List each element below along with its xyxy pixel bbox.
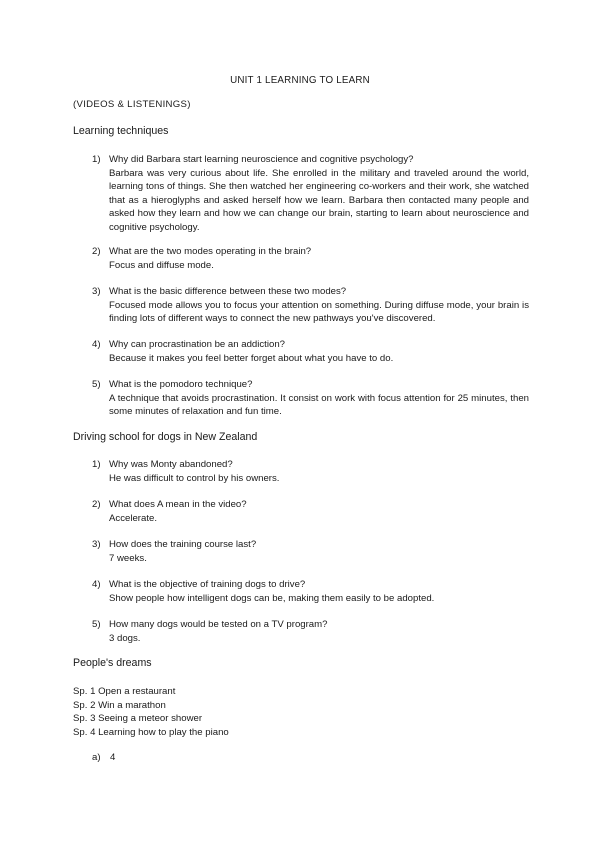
question-number: 4) [92, 579, 101, 590]
answer-text: He was difficult to control by his owners. [109, 472, 280, 484]
question-block [92, 285, 529, 326]
answer-item [92, 752, 115, 763]
answer-letter: a) [92, 752, 101, 763]
question-text: What does A mean in the video? [109, 499, 247, 510]
answer-text: 7 weeks. [109, 552, 147, 564]
question-text: How does the training course last? [109, 539, 257, 550]
speaker-item: Sp. 1 Open a restaurant [73, 686, 176, 697]
question-text: What are the two modes operating in the brain? [109, 246, 312, 257]
question-block [92, 498, 529, 525]
page-subtitle: (VIDEOS & LISTENINGS) [73, 99, 191, 110]
question-number: 4) [92, 339, 101, 350]
answer-text: Because it makes you feel better forget about what you have to do. [109, 352, 394, 364]
question-text: Why did Barbara start learning neuroscience and cognitive psychology? [109, 154, 414, 165]
question-text: What is the basic difference between these two modes? [109, 286, 347, 297]
question-number: 1) [92, 459, 101, 470]
question-number: 2) [92, 499, 101, 510]
question-number: 1) [92, 154, 101, 165]
answer-value: 4 [110, 752, 116, 763]
question-text: What is the objective of training dogs to drive? [109, 579, 306, 590]
question-number: 5) [92, 379, 101, 390]
page-title: UNIT 1 LEARNING TO LEARN [230, 75, 370, 86]
answer-text: Focused mode allows you to focus your attention on something. During diffuse mode, your brain is finding lots of different ways to connect the new pathways you've discovered. [109, 299, 529, 325]
question-block [92, 538, 529, 565]
question-block [92, 378, 529, 419]
question-number: 3) [92, 539, 101, 550]
question-block [92, 458, 529, 485]
question-block [92, 245, 529, 272]
question-text: How many dogs would be tested on a TV program? [109, 619, 328, 630]
speaker-item: Sp. 3 Seeing a meteor shower [73, 713, 203, 725]
question-block [92, 338, 529, 365]
section-heading-driving-school: Driving school for dogs in New Zealand [73, 431, 258, 443]
question-number: 3) [92, 286, 101, 297]
question-number: 2) [92, 246, 101, 257]
answer-text: Focus and diffuse mode. [109, 259, 214, 271]
answer-text: 3 dogs. [109, 632, 141, 644]
question-block [92, 578, 529, 605]
question-block [92, 153, 529, 235]
answer-text: Accelerate. [109, 512, 157, 524]
speaker-item: Sp. 2 Win a marathon [73, 699, 166, 711]
question-block [92, 618, 529, 645]
answer-text: A technique that avoids procrastination. It consist on work with focus attention for 25 minutes, then some minutes of relaxation and fun time. [109, 392, 529, 418]
speaker-list [73, 685, 229, 739]
question-text: Why can procrastination be an addiction? [109, 339, 285, 350]
section-heading-learning-techniques: Learning techniques [73, 125, 169, 137]
question-text: Why was Monty abandoned? [109, 459, 233, 470]
answer-text: Barbara was very curious about life. She enrolled in the military and traveled around the world, learning tons of things. She then watched her engineering co-workers and their work, she watched that as a hieroglyphs and asked herself how we learn. Barbara then contacted many people and asked how they learn and how we can change our brain, starting to learn about neuroscience and cognitive psychology. [109, 167, 529, 233]
question-text: What is the pomodoro technique? [109, 379, 253, 390]
section-heading-peoples-dreams: People's dreams [73, 657, 152, 669]
answer-text: Show people how intelligent dogs can be, making them easily to be adopted. [109, 592, 435, 604]
question-number: 5) [92, 619, 101, 630]
speaker-item: Sp. 4 Learning how to play the piano [73, 726, 229, 738]
